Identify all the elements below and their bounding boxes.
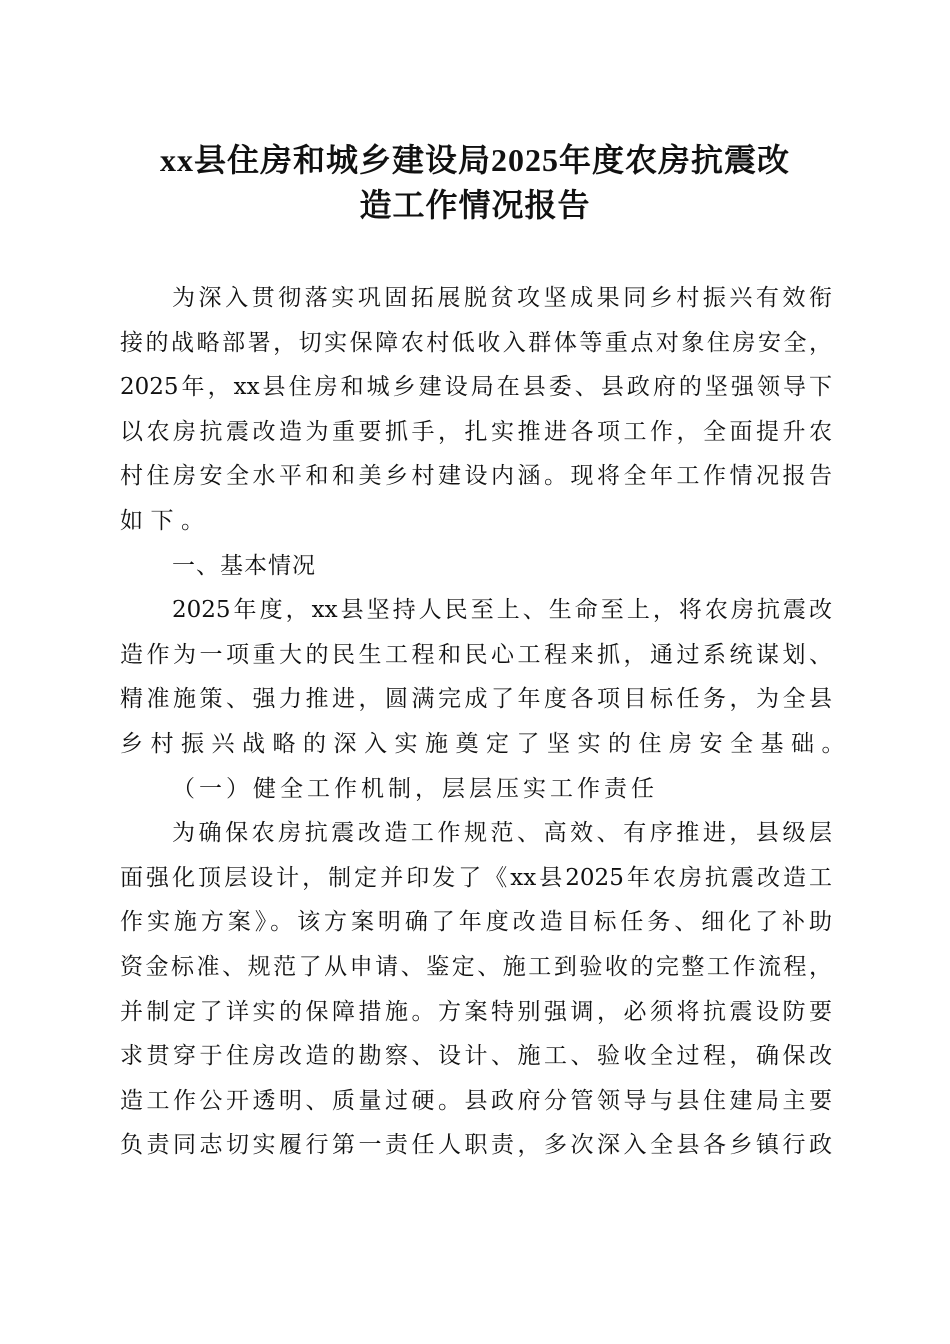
document-body bbox=[120, 276, 852, 1168]
text-line: 为确保农房抗震改造工作规范、高效、有序推进，县级层 bbox=[172, 820, 832, 847]
title-line: xx县住房和城乡建设局2025年度农房抗震改 bbox=[159, 142, 790, 178]
text-line: 为深入贯彻落实巩固拓展脱贫攻坚成果同乡村振兴有效衔 bbox=[172, 285, 832, 311]
subsection-heading: （一）健全工作机制，层层压实工作责任 bbox=[172, 775, 658, 802]
text-line: 如下。 bbox=[120, 507, 212, 534]
text-line: 乡村振兴战略的深入实施奠定了坚实的住房安全基础。 bbox=[120, 730, 852, 757]
text-line: 造作为一项重大的民生工程和民心工程来抓，通过系统谋划、 bbox=[120, 641, 832, 668]
text-line: 并制定了详实的保障措施。方案特别强调，必须将抗震设防要 bbox=[120, 998, 832, 1025]
text-line: 以农房抗震改造为重要抓手，扎实推进各项工作，全面提升农 bbox=[120, 418, 832, 445]
paragraph-basic-situation bbox=[120, 588, 852, 766]
text-line: 求贯穿于住房改造的勘察、设计、施工、验收全过程，确保改 bbox=[120, 1043, 832, 1070]
text-line: 造工作公开透明、质量过硬。县政府分管领导与县住建局主要 bbox=[120, 1087, 832, 1114]
text-line: 接的战略部署，切实保障农村低收入群体等重点对象住房安全， bbox=[120, 329, 832, 356]
text-line: 负责同志切实履行第一责任人职责，多次深入全县各乡镇行政 bbox=[120, 1132, 832, 1159]
text-line: 资金标准、规范了从申请、鉴定、施工到验收的完整工作流程， bbox=[120, 953, 832, 980]
text-line: 村住房安全水平和和美乡村建设内涵。现将全年工作情况报告 bbox=[120, 463, 832, 490]
paragraph-intro bbox=[120, 276, 832, 544]
text-line: 2025年，xx县住房和城乡建设局在县委、县政府的坚强领导下 bbox=[120, 374, 832, 401]
text-line: 作实施方案》。该方案明确了年度改造目标任务、细化了补助 bbox=[120, 909, 832, 936]
section-heading: 一、基本情况 bbox=[172, 552, 316, 579]
title-text bbox=[0, 138, 950, 228]
paragraph-mechanism bbox=[120, 811, 832, 1168]
text-line: 面强化顶层设计，制定并印发了《xx县2025年农房抗震改造工 bbox=[120, 864, 832, 891]
text-line: 2025年度，xx县坚持人民至上、生命至上，将农房抗震改 bbox=[172, 597, 832, 624]
text-line: 精准施策、强力推进，圆满完成了年度各项目标任务，为全县 bbox=[120, 686, 832, 713]
title-line: 造工作情况报告 bbox=[359, 187, 591, 223]
